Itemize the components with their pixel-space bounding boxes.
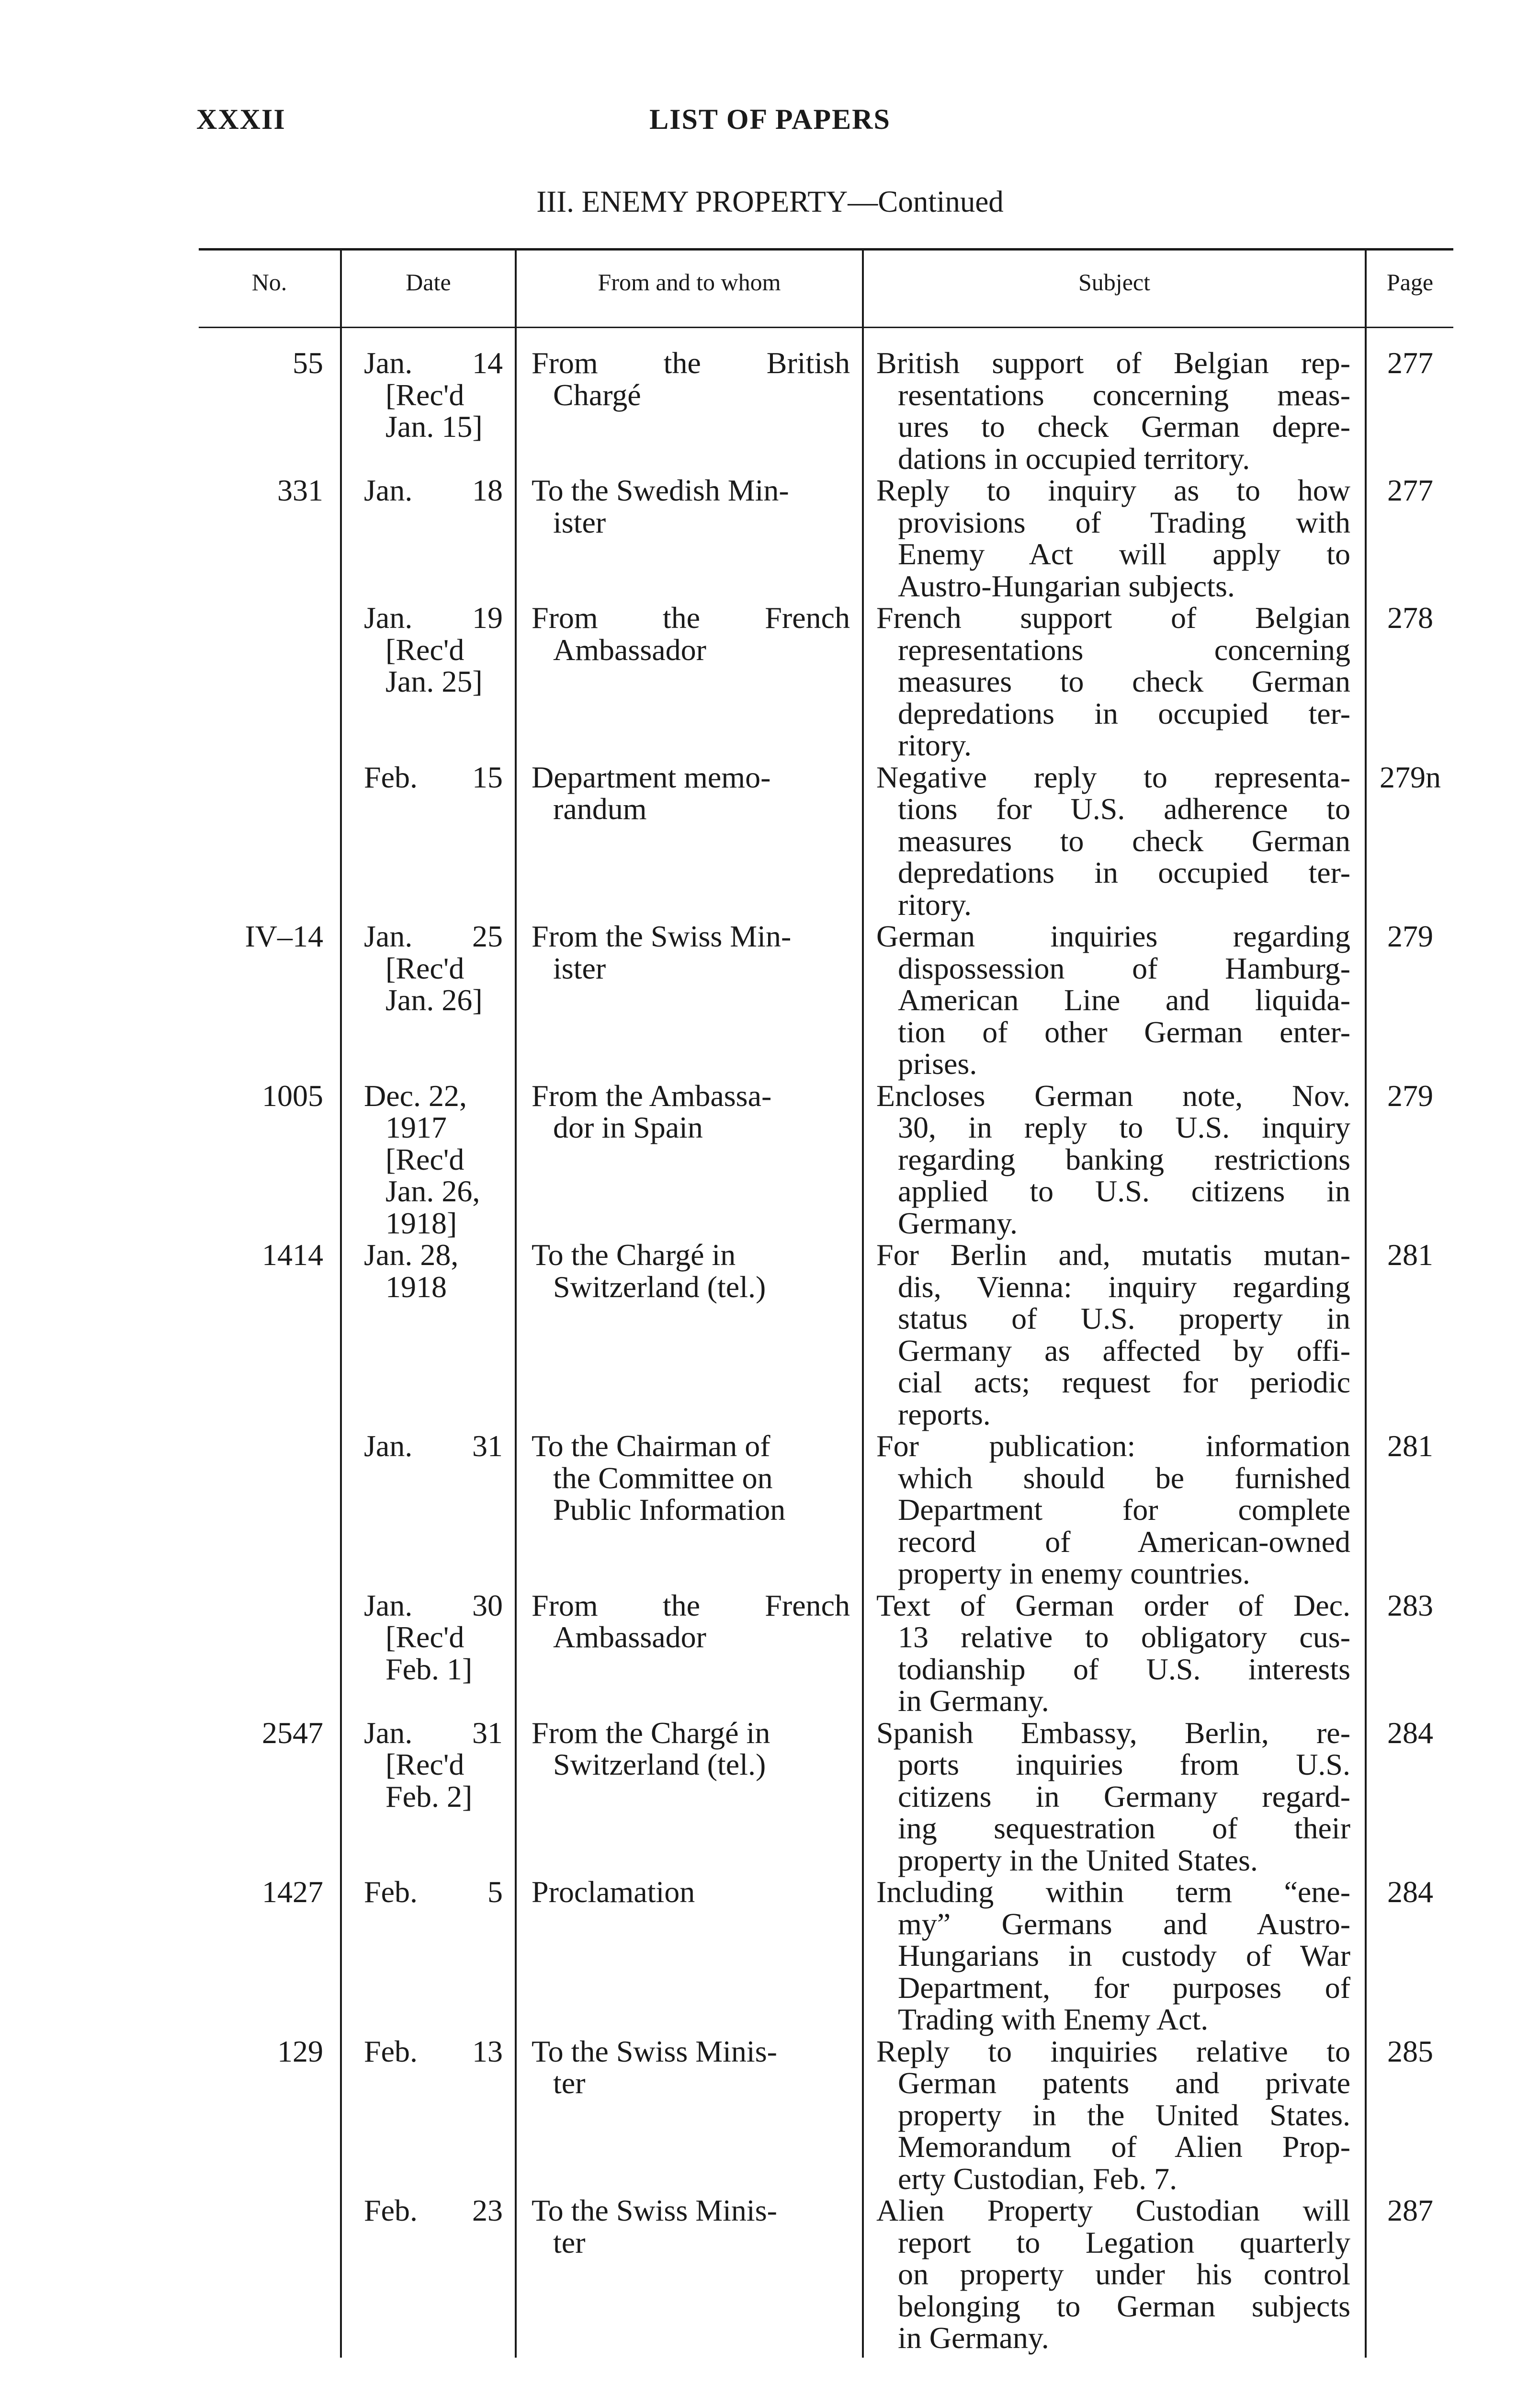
row-from — [532, 2195, 850, 2258]
from-line: randum — [553, 792, 647, 826]
from-line: ter — [553, 2066, 586, 2100]
date-line: Jan. 26, — [385, 1174, 480, 1208]
row-number: 129 — [277, 2034, 323, 2068]
date-line — [364, 2195, 503, 2227]
row-page: 279 — [1387, 919, 1433, 953]
from-line: From the Chargé in — [532, 1715, 770, 1750]
from-word: the — [662, 1588, 701, 1622]
from-line: Switzerland (tel.) — [553, 1269, 766, 1304]
table-top-rule — [199, 248, 1453, 251]
row-from — [532, 1590, 850, 1654]
row-date — [364, 1590, 503, 1686]
column-header-no: No. — [251, 269, 287, 296]
running-head: LIST OF PAPERS — [649, 103, 891, 135]
row-number: IV–14 — [245, 919, 323, 953]
date-line — [364, 1717, 503, 1749]
date-line: [Rec'd — [385, 951, 464, 985]
date-word: 30 — [472, 1588, 503, 1622]
subject-line: cial acts; request for periodic — [898, 1365, 1350, 1399]
subject-line: For Berlin and, mutatis mutan- — [876, 1238, 1350, 1272]
row-subject — [876, 1080, 1350, 1240]
row-date — [364, 1430, 503, 1462]
table-header-rule — [199, 327, 1453, 328]
row-date — [364, 2195, 503, 2227]
date-line — [364, 762, 503, 794]
subject-line: regarding banking restrictions — [898, 1142, 1350, 1176]
subject-line: todianship of U.S. interests — [898, 1652, 1350, 1686]
subject-line: Spanish Embassy, Berlin, re- — [876, 1715, 1350, 1750]
subject-line: citizens in Germany regard- — [898, 1779, 1350, 1813]
subject-line: Negative reply to representa- — [876, 760, 1350, 794]
date-word: Feb. — [364, 1875, 418, 1909]
row-subject — [876, 1239, 1350, 1430]
from-line — [532, 602, 850, 634]
date-line: Feb. 1] — [385, 1652, 473, 1686]
subject-line: Reply to inquiries relative to — [876, 2034, 1350, 2068]
date-line: Jan. 26] — [385, 983, 483, 1017]
row-from — [532, 1430, 850, 1526]
date-word: 5 — [487, 1875, 503, 1909]
subject-line: property in the United States. — [898, 1843, 1258, 1877]
date-line: [Rec'd — [385, 1747, 464, 1781]
from-word: British — [766, 346, 850, 380]
from-line: dor in Spain — [553, 1110, 703, 1144]
column-divider — [515, 250, 517, 2358]
row-number: 331 — [277, 473, 323, 507]
from-line: To the Chairman of — [532, 1429, 770, 1463]
subject-line: ports inquiries from U.S. — [898, 1747, 1350, 1781]
subject-line: belonging to German subjects — [898, 2289, 1350, 2323]
from-line: To the Swedish Min- — [532, 473, 789, 507]
date-line — [364, 1590, 503, 1622]
date-word: 25 — [472, 919, 503, 953]
subject-line: Memorandum of Alien Prop- — [898, 2130, 1350, 2164]
subject-line: French support of Belgian — [876, 601, 1350, 635]
subject-line: ritory. — [898, 728, 972, 762]
row-from — [532, 475, 850, 538]
subject-line: Department for complete — [898, 1493, 1350, 1527]
from-line: ister — [553, 505, 606, 539]
date-word: Jan. — [364, 473, 413, 507]
row-from — [532, 2036, 850, 2099]
row-subject — [876, 347, 1350, 475]
subject-line: which should be furnished — [898, 1460, 1350, 1495]
date-word: Jan. — [364, 601, 413, 635]
row-subject — [876, 1430, 1350, 1590]
from-line — [532, 1590, 850, 1622]
date-line: Dec. 22, — [364, 1078, 467, 1113]
subject-line: in Germany. — [898, 2321, 1049, 2355]
row-page: 284 — [1387, 1715, 1433, 1750]
date-word: 14 — [472, 346, 503, 380]
subject-line: Germany as affected by offi- — [898, 1333, 1350, 1368]
row-subject — [876, 475, 1350, 602]
row-from — [532, 1717, 850, 1781]
row-subject — [876, 2036, 1350, 2195]
subject-line: on property under his control — [898, 2257, 1350, 2291]
subject-line: Alien Property Custodian will — [876, 2193, 1350, 2227]
row-date — [364, 602, 503, 698]
subject-line: 30, in reply to U.S. inquiry — [898, 1110, 1350, 1144]
subject-line: report to Legation quarterly — [898, 2225, 1350, 2259]
row-number: 2547 — [262, 1715, 323, 1750]
column-divider — [340, 250, 342, 2358]
row-number: 1427 — [262, 1875, 323, 1909]
row-subject — [876, 1590, 1350, 1717]
subject-line: applied to U.S. citizens in — [898, 1174, 1350, 1208]
row-from — [532, 762, 850, 825]
from-word: French — [765, 601, 850, 635]
date-line — [364, 2036, 503, 2068]
subject-line: erty Custodian, Feb. 7. — [898, 2161, 1178, 2196]
row-subject — [876, 1717, 1350, 1877]
from-line: Ambassador — [553, 1620, 706, 1654]
row-page: 277 — [1387, 346, 1433, 380]
date-word: Jan. — [364, 1588, 413, 1622]
row-date — [364, 347, 503, 443]
subject-line: dis, Vienna: inquiry regarding — [898, 1269, 1350, 1304]
subject-line: my” Germans and Austro- — [898, 1906, 1350, 1941]
date-line — [364, 921, 503, 953]
date-line: 1917 — [385, 1110, 447, 1144]
subject-line: measures to check German — [898, 823, 1350, 858]
subject-line: Austro-Hungarian subjects. — [898, 569, 1235, 603]
date-line: Jan. 28, — [364, 1238, 459, 1272]
row-page: 281 — [1387, 1238, 1433, 1272]
row-subject — [876, 762, 1350, 921]
subject-line: tion of other German enter- — [898, 1015, 1350, 1049]
from-word: French — [765, 1588, 850, 1622]
row-subject — [876, 2195, 1350, 2354]
date-word: Feb. — [364, 2034, 418, 2068]
from-word: the — [663, 346, 701, 380]
date-word: 31 — [472, 1429, 503, 1463]
row-from — [532, 1239, 850, 1303]
subject-line: Enemy Act will apply to — [898, 537, 1350, 571]
from-line: Public Information — [553, 1493, 786, 1527]
date-line — [364, 475, 503, 507]
row-from — [532, 347, 850, 411]
from-line: Ambassador — [553, 632, 706, 667]
row-number: 55 — [293, 346, 323, 380]
from-line: ter — [553, 2225, 586, 2259]
row-date — [364, 475, 503, 507]
subject-line: Germany. — [898, 1206, 1018, 1240]
date-line: [Rec'd — [385, 377, 464, 412]
row-date — [364, 1239, 503, 1303]
row-page: 278 — [1387, 601, 1433, 635]
row-subject — [876, 602, 1350, 762]
subject-line: German patents and private — [898, 2066, 1350, 2100]
from-line: From the Ambassa- — [532, 1078, 772, 1113]
from-line: To the Swiss Minis- — [532, 2193, 777, 2227]
subject-line: ritory. — [898, 887, 972, 922]
subject-line: ing sequestration of their — [898, 1811, 1350, 1845]
from-line: Switzerland (tel.) — [553, 1747, 766, 1781]
date-line: Jan. 25] — [385, 664, 483, 698]
section-title: III. ENEMY PROPERTY—Continued — [536, 185, 1004, 218]
from-line: To the Chargé in — [532, 1238, 736, 1272]
date-word: Feb. — [364, 2193, 418, 2227]
row-page: 279n — [1380, 760, 1441, 794]
row-number: 1005 — [262, 1078, 323, 1113]
subject-line: record of American-owned — [898, 1524, 1350, 1559]
row-page: 284 — [1387, 1875, 1433, 1909]
from-line — [532, 347, 850, 379]
date-word: 15 — [472, 760, 503, 794]
from-word: From — [532, 346, 598, 380]
row-date — [364, 921, 503, 1016]
column-header-from: From and to whom — [598, 269, 781, 296]
date-word: 18 — [472, 473, 503, 507]
date-line: [Rec'd — [385, 1620, 464, 1654]
subject-line: property in enemy countries. — [898, 1556, 1250, 1590]
date-word: Jan. — [364, 346, 413, 380]
subject-line: 13 relative to obligatory cus- — [898, 1620, 1350, 1654]
date-word: Jan. — [364, 1715, 413, 1750]
from-word: From — [532, 1588, 598, 1622]
row-page: 287 — [1387, 2193, 1433, 2227]
column-header-date: Date — [406, 269, 451, 296]
row-from — [532, 1876, 850, 1908]
from-line: Proclamation — [532, 1875, 695, 1909]
subject-line: property in the United States. — [898, 2098, 1350, 2132]
subject-line: Hungarians in custody of War — [898, 1939, 1350, 1973]
date-line: [Rec'd — [385, 1142, 464, 1176]
date-word: Feb. — [364, 760, 418, 794]
from-line: Chargé — [553, 377, 641, 412]
date-word: 31 — [472, 1715, 503, 1750]
date-word: 13 — [472, 2034, 503, 2068]
row-number: 1414 — [262, 1238, 323, 1272]
column-divider — [1365, 250, 1367, 2358]
date-line: 1918 — [385, 1269, 447, 1304]
row-page: 279 — [1387, 1078, 1433, 1113]
page-number: XXXII — [196, 103, 286, 135]
row-date — [364, 2036, 503, 2068]
subject-line: German inquiries regarding — [876, 919, 1350, 953]
date-line: Jan. 15] — [385, 410, 483, 444]
date-line — [364, 347, 503, 379]
date-line — [364, 1876, 503, 1908]
date-line: 1918] — [385, 1206, 457, 1240]
subject-line: reports. — [898, 1397, 991, 1431]
subject-line: depredations in occupied ter- — [898, 696, 1350, 730]
date-line: Feb. 2] — [385, 1779, 473, 1813]
row-page: 283 — [1387, 1588, 1433, 1622]
row-page: 277 — [1387, 473, 1433, 507]
subject-line: tions for U.S. adherence to — [898, 792, 1350, 826]
row-subject — [876, 921, 1350, 1080]
subject-line: dations in occupied territory. — [898, 441, 1250, 476]
from-line: To the Swiss Minis- — [532, 2034, 777, 2068]
date-line — [364, 602, 503, 634]
row-from — [532, 1080, 850, 1144]
from-word: From — [532, 601, 598, 635]
from-word: the — [662, 601, 701, 635]
subject-line: dispossession of Hamburg- — [898, 951, 1350, 985]
subject-line: Reply to inquiry as to how — [876, 473, 1350, 507]
subject-line: resentations concerning meas- — [898, 377, 1350, 412]
subject-line: prises. — [898, 1047, 977, 1081]
subject-line: American Line and liquida- — [898, 983, 1350, 1017]
row-date — [364, 1717, 503, 1813]
subject-line: British support of Belgian rep- — [876, 346, 1350, 380]
row-from — [532, 602, 850, 666]
subject-line: For publication: information — [876, 1429, 1350, 1463]
row-subject — [876, 1876, 1350, 2036]
date-line — [364, 1430, 503, 1462]
row-date — [364, 1080, 503, 1240]
subject-line: in Germany. — [898, 1684, 1049, 1718]
row-date — [364, 762, 503, 794]
from-line: Department memo- — [532, 760, 771, 794]
subject-line: ures to check German depre- — [898, 410, 1350, 444]
subject-line: Department, for purposes of — [898, 1970, 1350, 2005]
date-word: 19 — [472, 601, 503, 635]
subject-line: Encloses German note, Nov. — [876, 1078, 1350, 1113]
subject-line: provisions of Trading with — [898, 505, 1350, 539]
row-date — [364, 1876, 503, 1908]
subject-line: Text of German order of Dec. — [876, 1588, 1350, 1622]
date-line: [Rec'd — [385, 632, 464, 667]
subject-line: Trading with Enemy Act. — [898, 2002, 1209, 2036]
from-line: ister — [553, 951, 606, 985]
row-from — [532, 921, 850, 984]
date-word: 23 — [472, 2193, 503, 2227]
from-line: From the Swiss Min- — [532, 919, 792, 953]
subject-line: representations concerning — [898, 632, 1350, 667]
subject-line: depredations in occupied ter- — [898, 855, 1350, 890]
row-page: 285 — [1387, 2034, 1433, 2068]
subject-line: measures to check German — [898, 664, 1350, 698]
column-divider — [862, 250, 864, 2358]
date-word: Jan. — [364, 919, 413, 953]
subject-line: Including within term “ene- — [876, 1875, 1350, 1909]
date-word: Jan. — [364, 1429, 413, 1463]
column-header-page: Page — [1386, 269, 1434, 296]
row-page: 281 — [1387, 1429, 1433, 1463]
from-line: the Committee on — [553, 1460, 773, 1495]
subject-line: status of U.S. property in — [898, 1301, 1350, 1335]
column-header-subject: Subject — [1078, 269, 1150, 296]
